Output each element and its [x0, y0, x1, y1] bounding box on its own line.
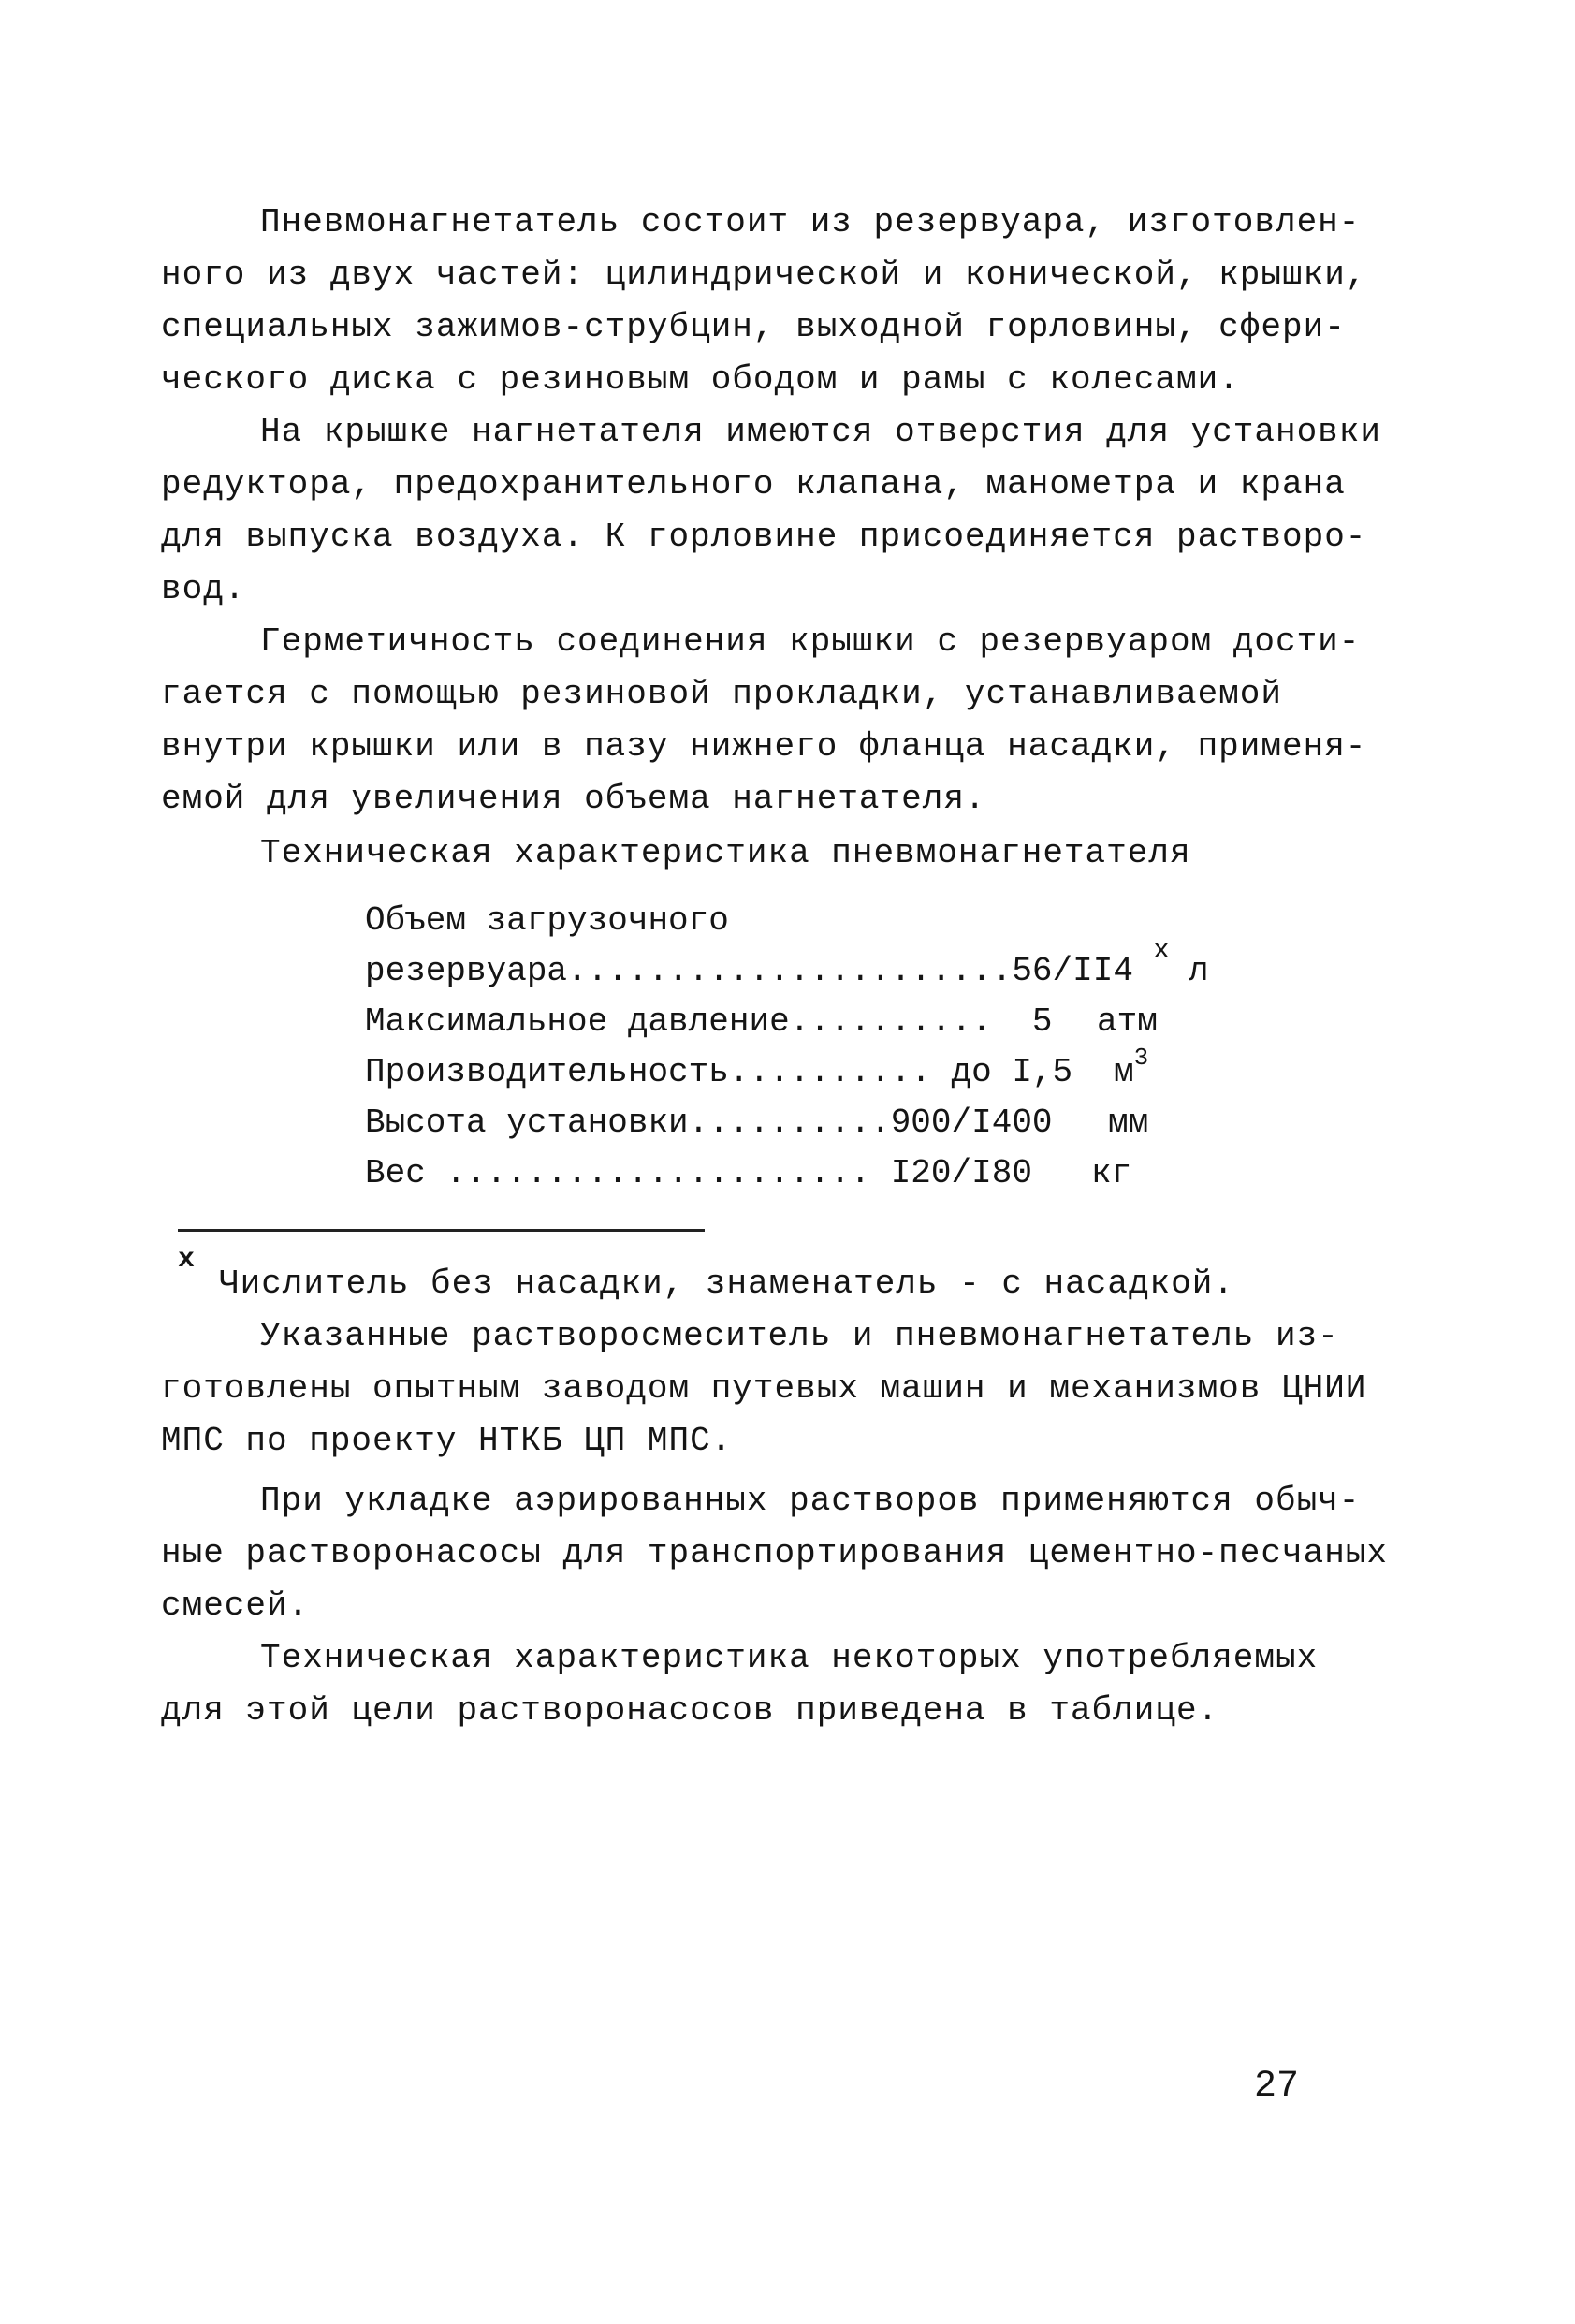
spec-height-unit: мм: [1108, 1104, 1149, 1142]
spec-capacity-unit: [1114, 1044, 1149, 1095]
paragraph-3-line-3: внутри крышки или в пазу нижнего фланца насадки, применя-: [161, 727, 1367, 766]
spec-row-height: Высота установки..........900/I400: [365, 1104, 1053, 1142]
paragraph-3-line-4: емой для увеличения объема нагнетателя.: [161, 780, 986, 818]
spec-volume-footnote-mark: х: [1153, 935, 1171, 967]
spec-row-volume-label: Объем загрузочного: [365, 901, 729, 940]
paragraph-2-line-2: редуктора, предохранительного клапана, манометра и крана: [161, 465, 1346, 504]
paragraph-1-line-2: ного из двух частей: цилиндрической и конической, крышки,: [161, 256, 1367, 294]
spec-pressure-unit: атм: [1097, 1002, 1158, 1041]
spec-row-volume: резервуара......................56/II4: [365, 952, 1133, 990]
page-number: 27: [1254, 2066, 1300, 2108]
paragraph-4-line-1: Указанные растворосмеситель и пневмонагнетатель из-: [260, 1317, 1339, 1355]
spec-row-capacity: Производительность.......... до I,5: [365, 1053, 1073, 1091]
paragraph-6-line-1: Техническая характеристика некоторых употребляемых: [260, 1639, 1319, 1677]
spec-row-pressure: Максимальное давление.......... 5: [365, 1002, 1053, 1041]
paragraph-2-line-1: На крышке нагнетателя имеются отверстия для установки: [260, 413, 1381, 451]
paragraph-1-line-1: Пневмонагнетатель состоит из резервуара, изготовлен-: [260, 203, 1361, 241]
paragraph-2-line-4: вод.: [161, 570, 246, 608]
paragraph-3-line-1: Герметичность соединения крышки с резервуаром дости-: [260, 622, 1361, 661]
paragraph-3-line-2: гается с помощью резиновой прокладки, устанавливаемой: [161, 675, 1282, 713]
footnote-divider: [178, 1229, 705, 1232]
paragraph-4-line-2: готовлены опытным заводом путевых машин и механизмов ЦНИИ: [161, 1369, 1367, 1408]
spec-heading: Техническая характеристика пневмонагнетателя: [260, 834, 1191, 872]
spec-capacity-unit-exponent: 3: [1133, 1044, 1149, 1072]
paragraph-5-line-1: При укладке аэрированных растворов применяются обыч-: [260, 1482, 1361, 1520]
paragraph-1-line-3: специальных зажимов-струбцин, выходной горловины, сфери-: [161, 308, 1346, 346]
footnote-text: Числитель без насадки, знаменатель - с насадкой.: [219, 1264, 1234, 1303]
paragraph-5-line-2: ные растворонасосы для транспортирования цементно-песчаных: [161, 1534, 1389, 1572]
paragraph-6-line-2: для этой цели растворонасосов приведена в таблице.: [161, 1691, 1219, 1730]
spec-capacity-unit-base: м: [1114, 1053, 1134, 1091]
paragraph-4-line-3: МПС по проекту НТКБ ЦП МПС.: [161, 1422, 733, 1460]
paragraph-1-line-4: ческого диска с резиновым ободом и рамы с колесами.: [161, 360, 1240, 399]
paragraph-5-line-3: смесей.: [161, 1586, 310, 1625]
footnote-mark: х: [178, 1244, 197, 1276]
spec-weight-unit: кг: [1091, 1154, 1132, 1192]
paragraph-2-line-3: для выпуска воздуха. К горловине присоединяется растворо-: [161, 518, 1367, 556]
spec-volume-unit: л: [1189, 952, 1209, 990]
spec-row-weight: Вес ..................... I20/I80: [365, 1154, 1032, 1192]
